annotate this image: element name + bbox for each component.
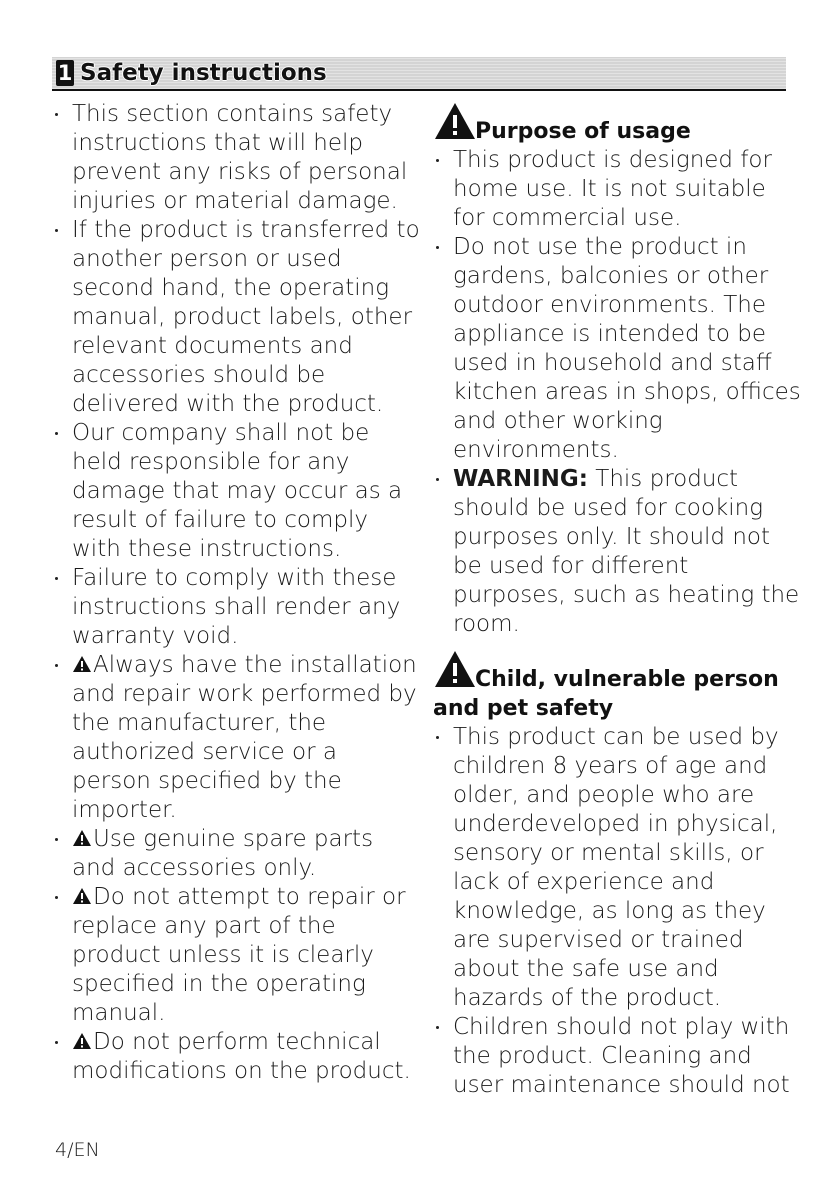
section-header-bar — [52, 57, 786, 91]
list-item: Children should not play with the product. Cleaning and user maintenance should not — [433, 1013, 803, 1100]
warning-triangle-icon — [72, 1032, 92, 1050]
warning-label: WARNING: — [453, 466, 588, 492]
list-item: Always have the installation and repair work performed by the manufacturer, the authorized service or a person specified by the importer. — [52, 651, 422, 825]
purpose-heading: Purpose of usage — [433, 101, 803, 146]
warning-triangle-icon — [72, 655, 92, 673]
list-item: If the product is transferred to another person or used second hand, the operating manual, product labels, other relevant documents and accessories should be delivered with the product. — [52, 216, 422, 419]
list-item: This product can be used by children 8 years of age and older, and people who are underdeveloped in physical, sensory or mental skills, or lack of experience and knowledge, as long as they are supervised or trained about the safe use and hazards of the product. — [433, 723, 803, 1013]
list-item: Our company shall not be held responsible for any damage that may occur as a result of failure to comply with these instructions. — [52, 419, 422, 564]
warning-triangle-icon — [433, 101, 477, 141]
safety-list — [52, 100, 422, 1086]
child-safety-list — [433, 723, 803, 1100]
list-item: Failure to comply with these instructions shall render any warranty void. — [52, 564, 422, 651]
page-number: 4/EN — [55, 1139, 100, 1161]
left-column — [52, 100, 422, 1086]
warning-triangle-icon — [72, 887, 92, 905]
list-item: Do not use the product in gardens, balconies or other outdoor environments. The appliance is intended to be used in household and staff kitchen areas in shops, offices and other working environments. — [433, 233, 803, 465]
warning-triangle-icon — [72, 829, 92, 847]
right-column — [433, 101, 803, 1100]
list-item: Do not attempt to repair or replace any part of the product unless it is clearly specified in the operating manual. — [52, 883, 422, 1028]
list-item: This section contains safety instructions that will help prevent any risks of personal injuries or material damage. — [52, 100, 422, 216]
list-item: Do not perform technical modifications on the product. — [52, 1028, 422, 1086]
section-number: 1 — [57, 61, 73, 85]
child-safety-heading: Child, vulnerable person and pet safety — [433, 649, 803, 723]
warning-triangle-icon — [433, 649, 477, 689]
section-title: Safety instructions — [80, 60, 327, 86]
list-item: Use genuine spare parts and accessories only. — [52, 825, 422, 883]
purpose-list — [433, 146, 803, 639]
list-item: This product is designed for home use. It is not suitable for commercial use. — [433, 146, 803, 233]
list-item: WARNING: This product should be used for cooking purposes only. It should not be used for different purposes, such as heating the room. — [433, 465, 803, 639]
